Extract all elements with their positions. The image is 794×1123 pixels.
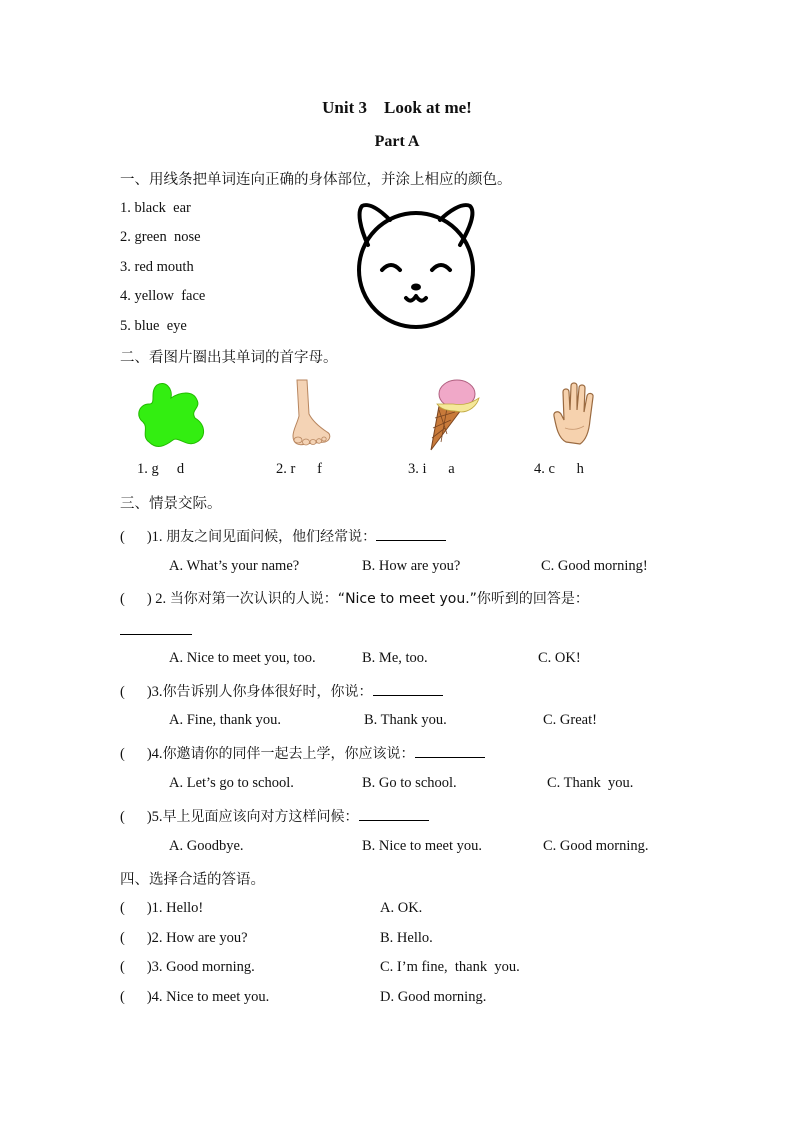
match-answer: B. Hello.: [380, 930, 433, 946]
option: B. How are you?: [362, 558, 461, 574]
section1-heading: 一、用线条把单词连向正确的身体部位，并涂上相应的颜色。: [120, 172, 512, 188]
answer-paren[interactable]: (: [120, 930, 125, 946]
section1-item: 1. black ear: [120, 200, 191, 216]
section1-item: 3. red mouth: [120, 259, 194, 275]
answer-paren[interactable]: (: [120, 591, 125, 607]
bear-face-icon: [352, 200, 482, 330]
option: A. What’s your name?: [169, 558, 300, 574]
answer-paren[interactable]: (: [120, 684, 125, 700]
question-row: ( )3.你告诉别人你身体很好时，你说：: [120, 681, 443, 701]
answer-paren[interactable]: (: [120, 989, 125, 1005]
question-row: ( )5.早上见面应该向对方这样问候：: [120, 806, 429, 826]
option: C. Thank you.: [547, 775, 634, 791]
foot-icon: [285, 378, 335, 448]
section2-label: 4. c h: [534, 461, 584, 477]
option: C. Good morning.: [543, 838, 649, 854]
section3-heading: 三、情景交际。: [120, 496, 222, 512]
option: A. Nice to meet you, too.: [169, 650, 316, 666]
section2-heading: 二、看图片圈出其单词的首字母。: [120, 350, 338, 366]
match-answer: D. Good morning.: [380, 989, 487, 1005]
answer-blank[interactable]: [373, 683, 443, 696]
question-row: ( )4.你邀请你的同伴一起去上学，你应该说：: [120, 743, 485, 763]
option: C. Great!: [543, 712, 597, 728]
hand-icon: [552, 380, 604, 446]
section1-item: 2. green nose: [120, 229, 201, 245]
answer-paren[interactable]: (: [120, 809, 125, 825]
option: A. Let’s go to school.: [169, 775, 294, 791]
answer-blank[interactable]: [120, 622, 192, 635]
match-question: ( )4. Nice to meet you.: [120, 989, 270, 1005]
answer-blank[interactable]: [376, 528, 446, 541]
page-title: Unit 3 Look at me!: [322, 98, 472, 117]
option: C. OK!: [538, 650, 581, 666]
section1-item: 5. blue eye: [120, 318, 187, 334]
ice-cream-icon: [425, 376, 485, 452]
answer-paren[interactable]: (: [120, 529, 125, 545]
option: B. Go to school.: [362, 775, 457, 791]
page-subtitle: Part A: [374, 133, 420, 150]
answer-paren[interactable]: (: [120, 959, 125, 975]
green-blob-icon: [135, 380, 210, 450]
section1-item: 4. yellow face: [120, 288, 206, 304]
match-answer: C. I’m fine, thank you.: [380, 959, 520, 975]
answer-blank[interactable]: [359, 808, 429, 821]
option: A. Goodbye.: [169, 838, 244, 854]
match-question: ( )3. Good morning.: [120, 959, 255, 975]
question-row: ( )1. 朋友之间见面问候，他们经常说：: [120, 526, 446, 546]
match-question: ( )1. Hello!: [120, 900, 204, 916]
match-answer: A. OK.: [380, 900, 423, 916]
answer-paren[interactable]: (: [120, 746, 125, 762]
option: B. Nice to meet you.: [362, 838, 483, 854]
section2-label: 1. g d: [137, 461, 185, 477]
option: B. Thank you.: [364, 712, 447, 728]
option: B. Me, too.: [362, 650, 428, 666]
answer-blank[interactable]: [415, 745, 485, 758]
option: C. Good morning!: [541, 558, 648, 574]
section2-label: 2. r f: [276, 461, 322, 477]
question-row: ( ) 2. 当你对第一次认识的人说：“Nice to meet you.”你听到的回答是：: [120, 591, 589, 607]
match-question: ( )2. How are you?: [120, 930, 248, 946]
answer-paren[interactable]: (: [120, 900, 125, 916]
section2-label: 3. i a: [408, 461, 455, 477]
option: A. Fine, thank you.: [169, 712, 281, 728]
section4-heading: 四、选择合适的答语。: [120, 872, 265, 888]
